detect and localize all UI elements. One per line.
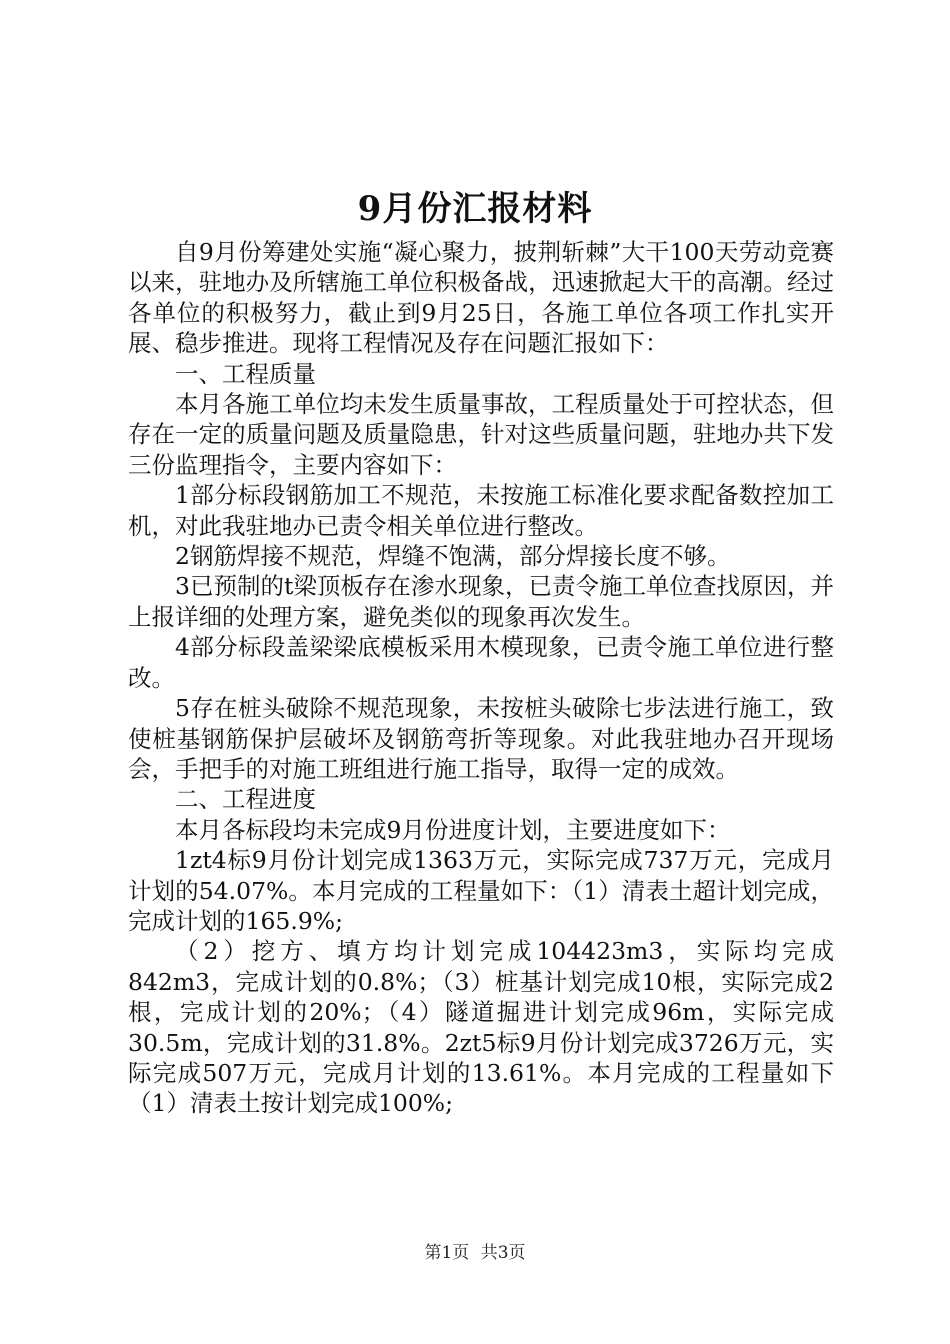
list-item-quality-1: 1部分标段钢筋加工不规范，未按施工标准化要求配备数控加工机，对此我驻地办已责令相关单位进行整改。 [128, 481, 834, 540]
page-total: 共3页 [480, 1243, 526, 1263]
paragraph-progress-zt4: 1zt4标9月份计划完成1363万元，实际完成737万元，完成月计划的54.07%。本月完成的工程量如下：（1）清表土超计划完成，完成计划的165.9%; [128, 846, 834, 935]
list-item-quality-2: 2钢筋焊接不规范，焊缝不饱满，部分焊接长度不够。 [175, 542, 731, 571]
document-title: 9月份汇报材料 [357, 189, 593, 229]
paragraph-progress-summary: 本月各标段均未完成9月份进度计划，主要进度如下： [175, 815, 731, 844]
list-item-quality-5: 5存在桩头破除不规范现象，未按桩头破除七步法进行施工，致使桩基钢筋保护层破坏及钢筋弯折等现象。对此我驻地办召开现场会，手把手的对施工班组进行施工指导，取得一定的成效。 [128, 694, 834, 783]
page-number: 第1页 [424, 1243, 470, 1263]
section-heading-progress: 二、工程进度 [175, 785, 316, 814]
list-item-quality-4: 4部分标段盖梁梁底模板采用木模现象，已责令施工单位进行整改。 [128, 633, 834, 692]
section-heading-quality: 一、工程质量 [175, 359, 316, 388]
list-item-quality-3: 3已预制的t梁顶板存在渗水现象，已责令施工单位查找原因，并上报详细的处理方案，避免类似的现象再次发生。 [128, 572, 834, 631]
page-footer [0, 1242, 950, 1264]
paragraph-quality-summary: 本月各施工单位均未发生质量事故，工程质量处于可控状态，但存在一定的质量问题及质量隐患，针对这些质量问题，驻地办共下发三份监理指令，主要内容如下： [128, 390, 834, 479]
document-body [128, 237, 834, 1119]
paragraph-progress-detail: （2）挖方、填方均计划完成104423m3，实际均完成842m3，完成计划的0.8%；（3）桩基计划完成10根，实际完成2根，完成计划的20%；（4）隧道掘进计划完成96m，实际完成30.5m，完成计划的31.8%。2zt5标9月份计划完成3726万元，实际完成507万元，完成月计划的13.61%。本月完成的工程量如下（1）清表土按计划完成100%; [128, 937, 834, 1118]
paragraph-intro: 自9月份筹建处实施“凝心聚力，披荆斩棘”大干100天劳动竞赛以来，驻地办及所辖施工单位积极备战，迅速掀起大干的高潮。经过各单位的积极努力，截止到9月25日，各施工单位各项工作扎实开展、稳步推进。现将工程情况及存在问题汇报如下： [128, 238, 834, 358]
